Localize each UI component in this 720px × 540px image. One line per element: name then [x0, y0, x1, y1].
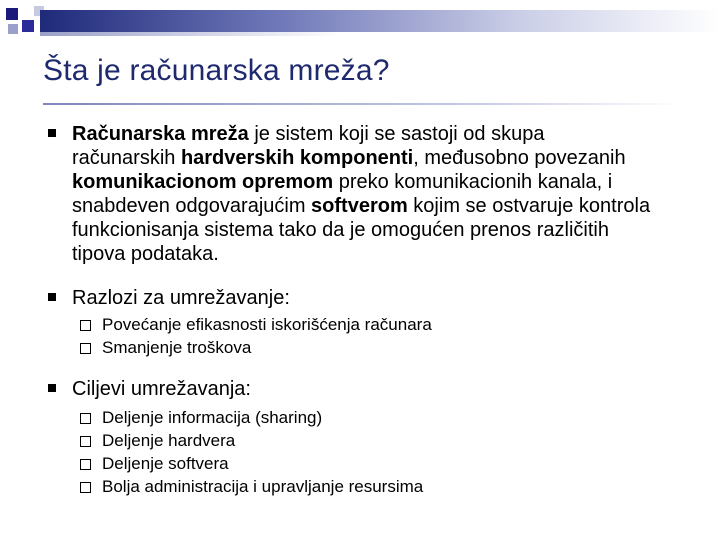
hollow-square-bullet-icon: [80, 459, 91, 470]
sub-bullet-text: Smanjenje troškova: [102, 338, 252, 357]
text-run: je sistem koji se sastoji od skupa računarskih: [72, 123, 545, 169]
hollow-square-bullet-icon: [80, 343, 91, 354]
title-underline: [43, 103, 683, 105]
decor-thin-bar: [40, 32, 340, 36]
sub-bullet-item: [102, 476, 662, 498]
text-run: preko komunikacionih kanala, i snabdeven odgovarajućim: [72, 171, 613, 217]
text-run: kojim se ostvaruje kontrola funkcionisanja sistema tako da je omogućen prenos različitih tipova podataka.: [72, 195, 651, 265]
decor-square: [6, 8, 18, 20]
sub-bullet-item: [102, 407, 662, 429]
hollow-square-bullet-icon: [80, 436, 91, 447]
sub-bullet-text: Povećanje efikasnosti iskorišćenja računara: [102, 315, 432, 334]
sub-bullet-text: Deljenje informacija (sharing): [102, 408, 323, 427]
bullet-item: [72, 377, 652, 401]
sub-bullet-text: Deljenje softvera: [102, 454, 229, 473]
hollow-square-bullet-icon: [80, 482, 91, 493]
bullet-text: [72, 123, 650, 265]
bullet-text: Ciljevi umrežavanja:: [72, 378, 251, 400]
square-bullet-icon: [48, 384, 56, 392]
decor-square: [22, 20, 34, 32]
term-bold: softverom: [311, 195, 408, 217]
sub-bullet-text: Deljenje hardvera: [102, 431, 236, 450]
bullet-item: [72, 286, 652, 310]
decor-gradient-bar: [40, 10, 720, 32]
sub-bullet-item: [102, 453, 662, 475]
hollow-square-bullet-icon: [80, 413, 91, 424]
hollow-square-bullet-icon: [80, 320, 91, 331]
bullet-text: Razlozi za umrežavanje:: [72, 287, 290, 309]
sub-bullet-item: [102, 430, 662, 452]
square-bullet-icon: [48, 129, 56, 137]
sub-bullet-text: Bolja administracija i upravljanje resursima: [102, 477, 424, 496]
sub-bullet-item: [102, 337, 662, 359]
square-bullet-icon: [48, 293, 56, 301]
text-run: , međusobno povezanih: [413, 147, 626, 169]
term-bold: Računarska mreža: [72, 123, 249, 145]
term-bold: hardverskih komponenti: [180, 147, 414, 169]
bullet-item: [72, 122, 652, 266]
slide-title: Šta je računarska mreža?: [43, 54, 390, 87]
sub-bullet-item: [102, 314, 662, 336]
slide-header-decoration: [0, 0, 720, 50]
decor-square: [8, 24, 18, 34]
term-bold: komunikacionom opremom: [72, 171, 334, 193]
